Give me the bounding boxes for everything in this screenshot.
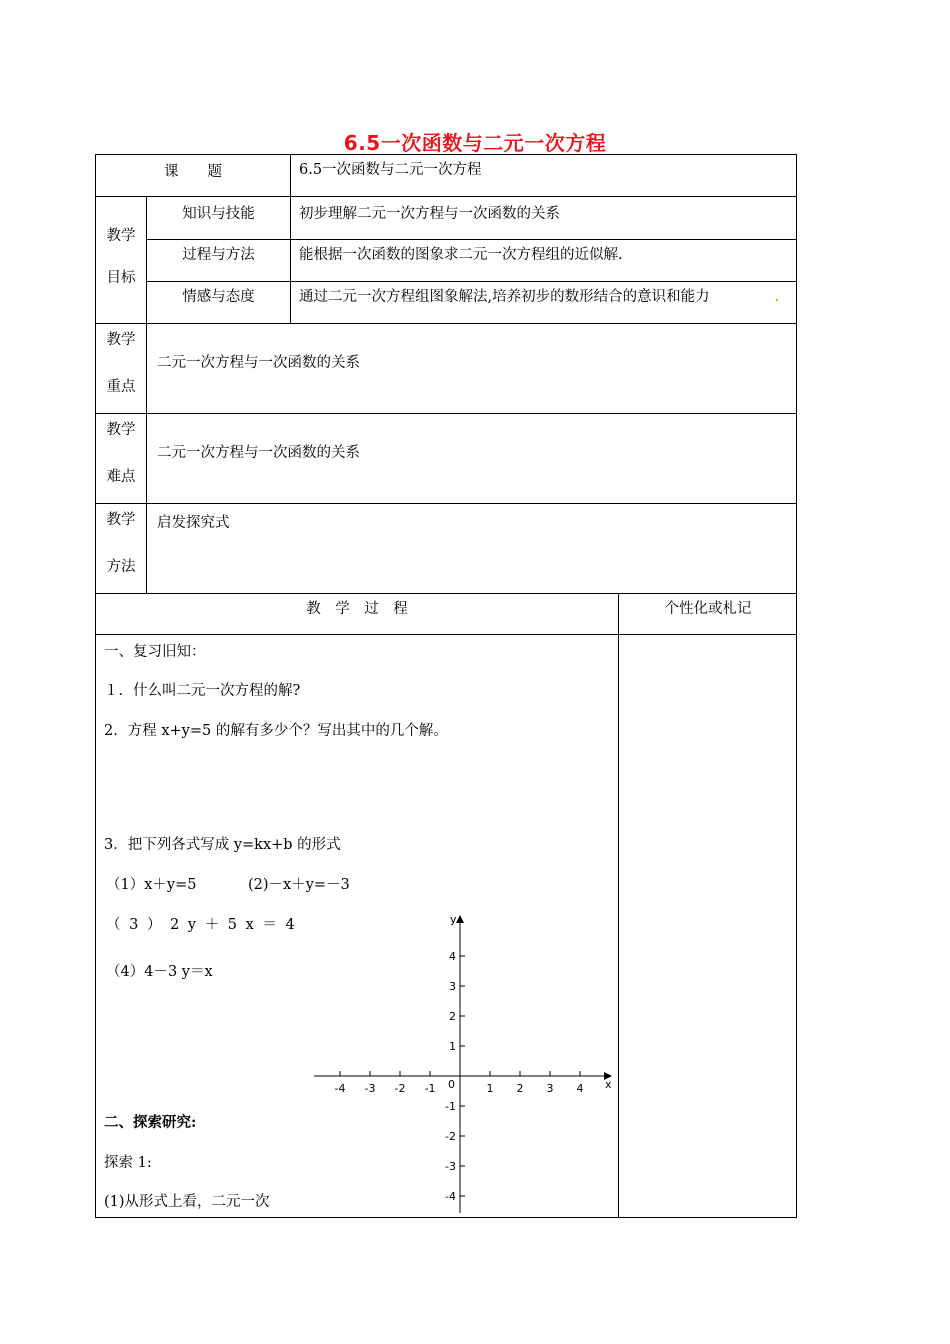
x-tick-label: -1 — [424, 1082, 436, 1095]
review-question-2: 2．方程 x+y=5 的解有多少个？写出其中的几个解。 — [104, 723, 448, 739]
objective-value-process: 能根据一次函数的图象求二元一次方程组的近似解. — [299, 247, 623, 263]
objectives-label-1: 教学 — [106, 228, 136, 244]
y-tick-label: 4 — [449, 950, 456, 963]
rule — [290, 154, 291, 324]
explore-title: 二、探索研究: — [104, 1114, 197, 1131]
method-label-1: 教学 — [106, 512, 136, 528]
y-tick-label: -2 — [445, 1130, 456, 1143]
y-axis-label: y — [450, 913, 457, 926]
x-axis — [314, 1072, 612, 1080]
objectives-label-2: 目标 — [106, 270, 136, 286]
objective-value-knowledge: 初步理解二元一次方程与一次函数的关系 — [299, 206, 560, 222]
origin-label: 0 — [448, 1078, 455, 1091]
rule — [146, 281, 797, 282]
decorative-dot — [776, 299, 778, 301]
y-tick-label: 2 — [449, 1010, 456, 1023]
explore-1-question: (1)从形式上看，二元一次 — [104, 1194, 270, 1210]
equation-3: （ 3 ） 2 y ＋ 5 x ＝ 4 — [106, 917, 297, 933]
x-tick-label: -4 — [334, 1082, 346, 1095]
topic-value: 6.5一次函数与二元一次方程 — [299, 162, 482, 178]
rule — [95, 593, 797, 594]
process-header: 教 学 过 程 — [306, 601, 408, 617]
x-tick-label: -3 — [364, 1082, 376, 1095]
equation-2: (2)－x＋y=－3 — [248, 877, 350, 893]
y-tick-label: 1 — [449, 1040, 456, 1053]
difficulty-label-2: 难点 — [106, 469, 136, 485]
y-axis — [456, 915, 464, 1213]
document-title: 6.5一次函数与二元一次方程 — [343, 131, 607, 155]
review-title: 一、复习旧知： — [104, 644, 206, 660]
y-tick-label: 3 — [449, 980, 456, 993]
rule — [146, 239, 797, 240]
review-question-1: １．什么叫二元一次方程的解? — [104, 683, 301, 699]
rule — [95, 196, 797, 197]
difficulty-value: 二元一次方程与一次函数的关系 — [157, 445, 360, 461]
keypoint-label-1: 教学 — [106, 332, 136, 348]
topic-label: 课 题 — [164, 164, 222, 180]
x-tick-label: 3 — [546, 1082, 554, 1095]
x-tick-label: 2 — [516, 1082, 524, 1095]
y-tick-label: -3 — [445, 1160, 456, 1173]
x-tick-label: 4 — [576, 1082, 584, 1095]
coordinate-plane — [300, 905, 620, 1217]
rule — [95, 634, 797, 635]
objective-name-attitude: 情感与态度 — [182, 289, 255, 305]
difficulty-label-1: 教学 — [106, 422, 136, 438]
objective-value-attitude: 通过二元一次方程组图象解法,培养初步的数形结合的意识和能力 — [299, 289, 710, 305]
review-question-3: 3．把下列各式写成 y=kx+b 的形式 — [104, 837, 341, 853]
method-label-2: 方法 — [106, 559, 136, 575]
y-tick-label: -4 — [445, 1190, 456, 1203]
notes-header: 个性化或札记 — [664, 601, 752, 617]
method-value: 启发探究式 — [157, 515, 230, 531]
x-axis-label: x — [605, 1078, 612, 1091]
rule — [95, 323, 797, 324]
keypoint-label-2: 重点 — [106, 379, 136, 395]
y-tick-label: -1 — [445, 1100, 456, 1113]
rule — [95, 503, 797, 504]
explore-1-label: 探索 1: — [104, 1155, 152, 1171]
equation-1: （1）x＋y=5 — [106, 877, 197, 893]
keypoint-value: 二元一次方程与一次函数的关系 — [157, 355, 360, 371]
x-tick-label: -2 — [394, 1082, 406, 1095]
equation-4: （4）4－3 y＝x — [106, 964, 213, 980]
rule — [95, 413, 797, 414]
x-tick-label: 1 — [486, 1082, 494, 1095]
objective-name-process: 过程与方法 — [182, 247, 255, 263]
objective-name-knowledge: 知识与技能 — [182, 206, 255, 222]
